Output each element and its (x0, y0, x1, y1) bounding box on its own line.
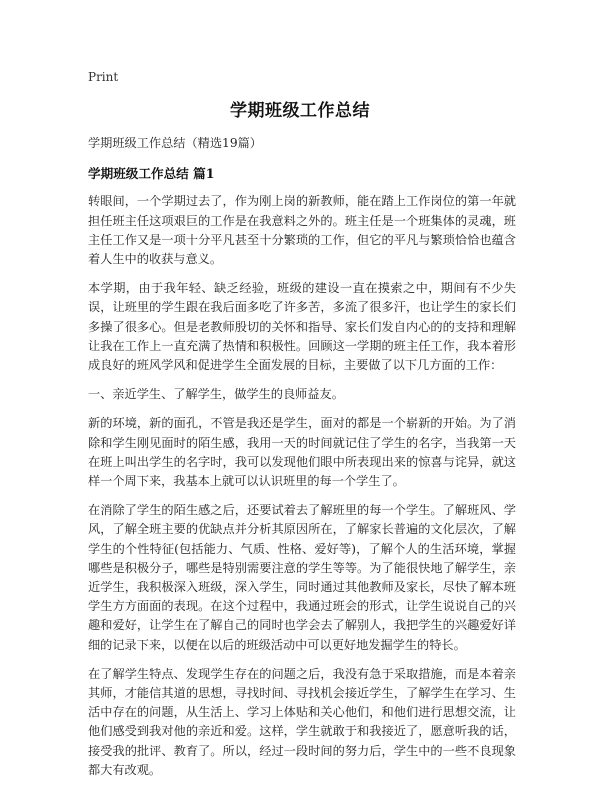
paragraph: 本学期，由于我年轻、缺乏经验，班级的建设一直在摸索之中，期间有不少失误，让班里的学生跟在我后面多吃了许多苦，多流了很多汗，也让学生的家长们多操了很多心。但是老教师殷切的关怀和指导、家长们发自内心的的支持和理解让我在工作上一直充满了热情和积极性。回顾这一学期的班主任工作，我本着形成良好的班风学风和促进学生全面发展的目标，主要做了以下几方面的工作： (88, 281, 516, 373)
section-title: 学期班级工作总结 篇1 (88, 166, 215, 182)
document-title: 学期班级工作总结 (230, 101, 370, 121)
print-label[interactable]: Print (88, 70, 119, 84)
paragraph-heading: 一、亲近学生、了解学生，做学生的良师益友。 (88, 387, 344, 402)
paragraph: 转眼间，一个学期过去了，作为刚上岗的新教师，能在踏上工作岗位的第一年就担任班主任这项艰巨的工作是在我意料之外的。班主任是一个班集体的灵魂，班主任工作又是一项十分平凡甚至十分繁琐的工作，但它的平凡与繁琐恰恰也蕴含着人生中的收获与意义。 (88, 194, 516, 267)
paragraph: 在了解学生特点、发现学生存在的问题之后，我没有急于采取措施，而是本着亲其师，才能信其道的思想，寻找时间、寻找机会接近学生，了解学生在学习、生活中存在的问题，从生活上、学习上体贴和关心他们，和他们进行思想交流，让他们感受到我对他的亲近和爱。这样，学生就敢于和我接近了，愿意听我的话，接受我的批评、教育了。所以，经过一段时间的努力后，学生中的一些不良现象都大有改观。 (88, 666, 516, 777)
paragraph: 在消除了学生的陌生感之后，还要试着去了解班里的每一个学生。了解班风、学风，了解全班主要的优缺点并分析其原因所在，了解家长普遍的文化层次，了解学生的个性特征(包括能力、气质、性格、爱好等)，了解个人的生活环境，掌握哪些是积极分子，哪些是特别需要注意的学生等等。为了能很快地了解学生，亲近学生，我积极深入班级，深入学生，同时通过其他教师及家长，尽快了解本班学生方方面面的表现。在这个过程中，我通过班会的形式，让学生说说自己的兴趣和爱好，让学生在了解自己的同时也学会去了解别人，我把学生的兴趣爱好详细的记录下来，以便在以后的班级活动中可以更好地发掘学生的特长。 (88, 503, 516, 652)
document-subtitle: 学期班级工作总结（精选19篇） (88, 136, 262, 150)
document-body (88, 134, 516, 790)
paragraph: 新的环境，新的面孔，不管是我还是学生，面对的都是一个崭新的开始。为了消除和学生刚见面时的陌生感，我用一天的时间就记住了学生的名字，当我第一天在班上叫出学生的名字时，我可以发现他们眼中所表现出来的惊喜与诧异，就这样一个周下来，我基本上就可以认识班里的每一个学生了。 (88, 416, 516, 489)
